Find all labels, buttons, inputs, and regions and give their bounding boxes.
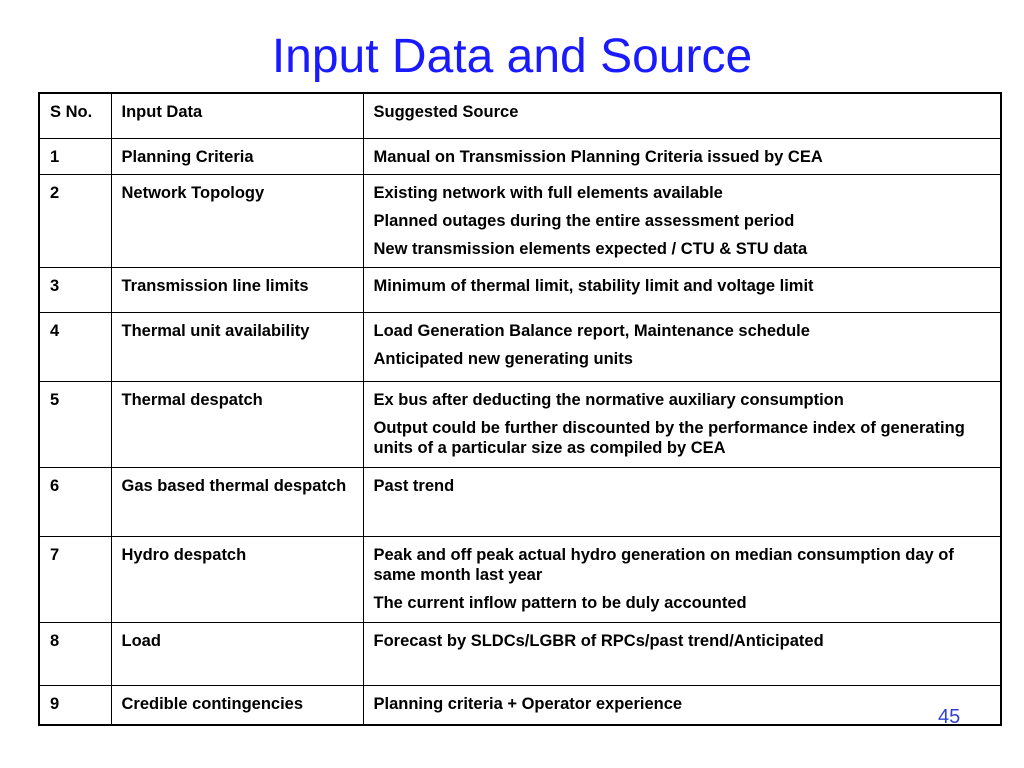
row-sno: 6 (39, 468, 111, 537)
source-line: Manual on Transmission Planning Criteria issued by CEA (373, 148, 823, 166)
row-sno: 5 (39, 382, 111, 468)
source-line: Planning criteria + Operator experience (373, 695, 683, 713)
source-line: Load Generation Balance report, Maintenance schedule (373, 322, 810, 340)
header-sno: S No. (39, 93, 111, 139)
row-suggested-source (363, 139, 1001, 175)
source-line: New transmission elements expected / CTU & STU data (373, 240, 808, 258)
row-suggested-source (363, 313, 1001, 382)
source-line: Minimum of thermal limit, stability limit and voltage limit (373, 277, 814, 295)
row-sno: 7 (39, 537, 111, 623)
row-suggested-source (363, 175, 1001, 268)
table-row (39, 268, 1001, 313)
row-suggested-source (363, 468, 1001, 537)
row-sno: 4 (39, 313, 111, 382)
source-line: Forecast by SLDCs/LGBR of RPCs/past trend/Anticipated (373, 632, 824, 650)
source-line: Planned outages during the entire assessment period (373, 212, 795, 230)
source-line: Ex bus after deducting the normative auxiliary consumption (373, 391, 844, 409)
row-suggested-source (363, 268, 1001, 313)
row-input-data: Load (111, 623, 363, 686)
table-row (39, 382, 1001, 468)
table-row (39, 686, 1001, 726)
row-sno: 8 (39, 623, 111, 686)
row-input-data: Thermal despatch (111, 382, 363, 468)
source-line: The current inflow pattern to be duly accounted (373, 594, 747, 612)
row-suggested-source (363, 382, 1001, 468)
source-line: Past trend (373, 477, 455, 495)
table-row (39, 537, 1001, 623)
table-row (39, 139, 1001, 175)
table-header-row (39, 93, 1001, 139)
row-sno: 3 (39, 268, 111, 313)
slide-title: Input Data and Source (271, 30, 753, 83)
row-suggested-source (363, 623, 1001, 686)
row-input-data: Thermal unit availability (111, 313, 363, 382)
table-row (39, 313, 1001, 382)
source-line: Peak and off peak actual hydro generation on median consumption day of same month last year (373, 546, 954, 584)
page-number: 45 (938, 706, 961, 728)
row-sno: 1 (39, 139, 111, 175)
row-sno: 2 (39, 175, 111, 268)
table-row (39, 468, 1001, 537)
header-suggested-source: Suggested Source (363, 93, 1001, 139)
row-input-data: Transmission line limits (111, 268, 363, 313)
table-row (39, 175, 1001, 268)
row-input-data: Gas based thermal despatch (111, 468, 363, 537)
row-suggested-source (363, 537, 1001, 623)
row-input-data: Hydro despatch (111, 537, 363, 623)
source-line: Output could be further discounted by the performance index of generating units of a particular size as compiled by CEA (373, 419, 965, 457)
row-input-data: Credible contingencies (111, 686, 363, 726)
row-sno: 9 (39, 686, 111, 726)
input-data-table (38, 92, 1002, 726)
source-line: Anticipated new generating units (373, 350, 633, 368)
table-row (39, 623, 1001, 686)
row-input-data: Network Topology (111, 175, 363, 268)
header-input-data: Input Data (111, 93, 363, 139)
row-suggested-source (363, 686, 1001, 726)
row-input-data: Planning Criteria (111, 139, 363, 175)
source-line: Existing network with full elements available (373, 184, 723, 202)
